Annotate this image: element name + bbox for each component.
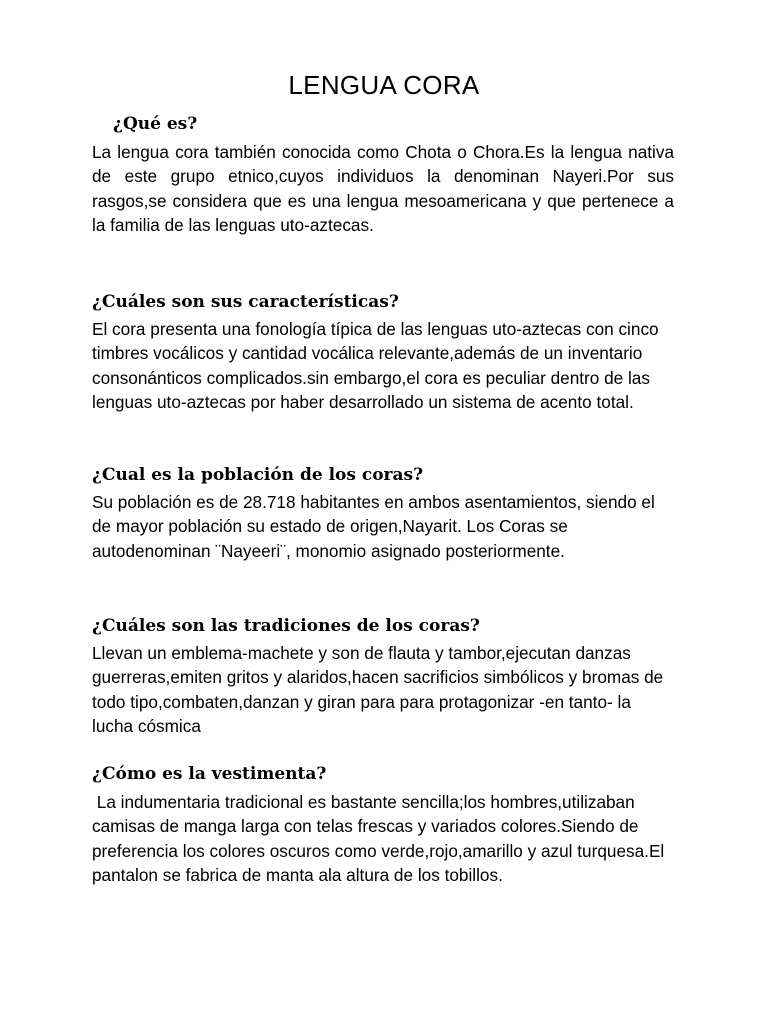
section-body-vestimenta: La indumentaria tradicional es bastante sencilla;los hombres,utilizaban camisas de manga larga con telas frescas y variados colores.Siendo de preferencia los colores oscuros como verde,rojo,amarillo y azul turquesa.El pantalon se fabrica de manta ala altura de los tobillos. — [92, 792, 670, 885]
section-heading-tradiciones: ¿Cuáles son las tradiciones de los coras? — [92, 616, 480, 636]
section-heading-caracteristicas: ¿Cuáles son sus características? — [92, 292, 399, 312]
section-body-caracteristicas: El cora presenta una fonología típica de las lenguas uto-aztecas con cinco timbres vocálicos y cantidad vocálica relevante,además de un inventario consonánticos complicados.sin embargo,el cora es peculiar dentro de las lenguas uto-aztecas por haber desarrollado un sistema de acento total. — [92, 319, 659, 412]
section-heading-poblacion: ¿Cual es la población de los coras? — [92, 465, 424, 485]
section-heading-que-es: ¿Qué es? — [113, 114, 198, 134]
section-heading-vestimenta: ¿Cómo es la vestimenta? — [92, 764, 327, 784]
section-body-tradiciones: Llevan un emblema-machete y son de flauta y tambor,ejecutan danzas guerreras,emiten gritos y alaridos,hacen sacrificios simbólicos y bromas de todo tipo,combaten,danzan y giran para para protagonizar -en tanto- la lucha cósmica — [92, 643, 664, 736]
document-title: LENGUA CORA — [288, 70, 480, 100]
section-body-que-es: La lengua cora también conocida como Chota o Chora.Es la lengua nativa de este grupo etnico,cuyos individuos la denominan Nayeri.Por sus rasgos,se considera que es una lengua mesoamericana y que pertenece a la familia de las lenguas uto-aztecas. — [92, 142, 674, 235]
section-body-poblacion: Su población es de 28.718 habitantes en ambos asentamientos, siendo el de mayor población su estado de origen,Nayarit. Los Coras se autodenominan ¨Nayeeri¨, monomio asignado posteriormente. — [92, 492, 655, 561]
